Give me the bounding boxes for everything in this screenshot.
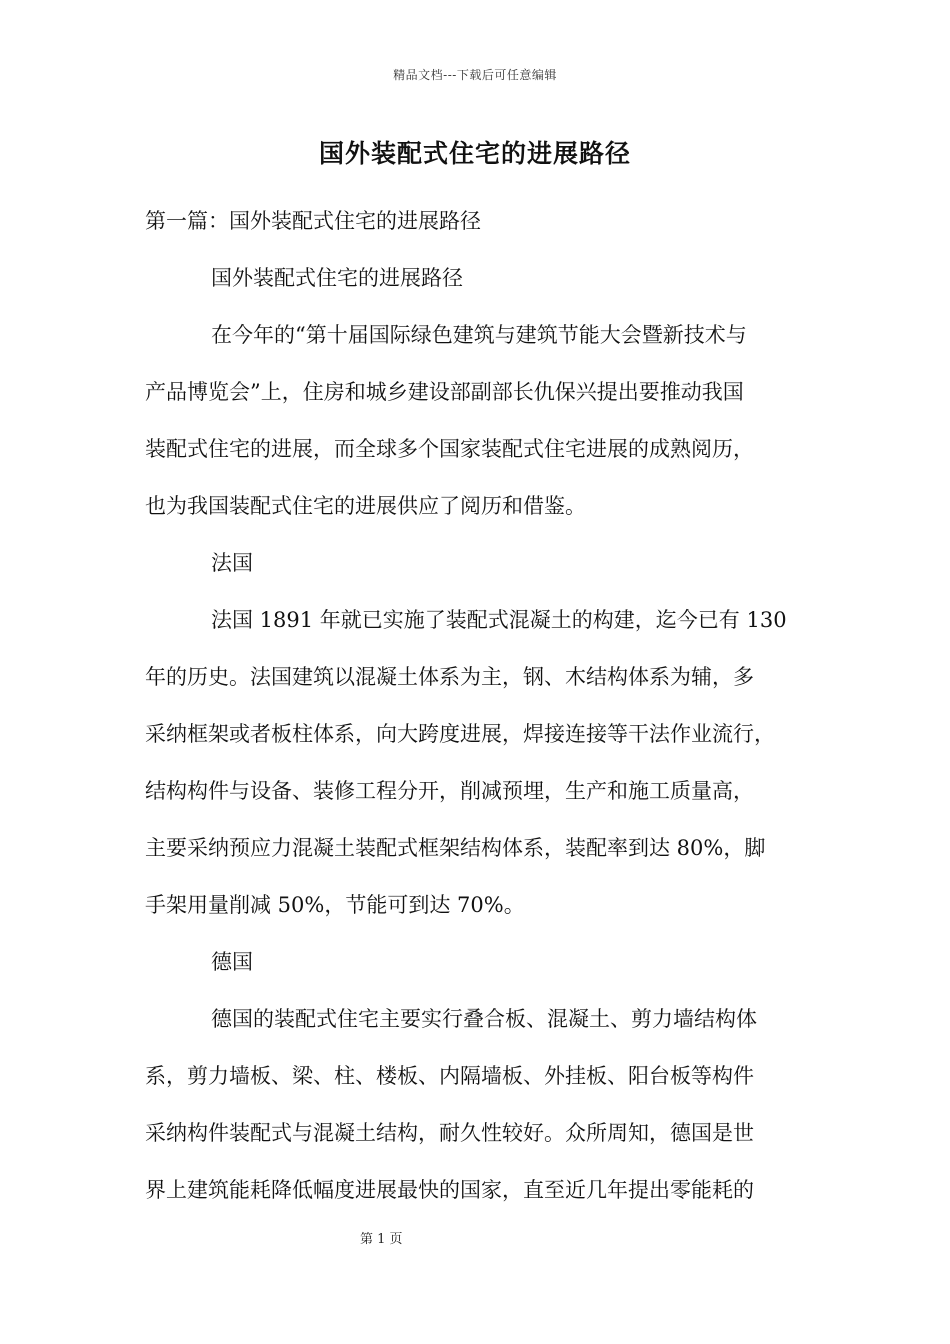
paragraph-line: 主要采纳预应力混凝土装配式框架结构体系，装配率到达 80%，脚 (145, 836, 766, 860)
subsection-heading: 国外装配式住宅的进展路径 (211, 266, 463, 290)
paragraph-line: 法国 1891 年就已实施了装配式混凝土的构建，迄今已有 130 (211, 608, 787, 632)
page-footer: 第 1 页 (360, 1232, 403, 1247)
paragraph-line: 系，剪力墙板、梁、柱、楼板、内隔墙板、外挂板、阳台板等构件 (145, 1064, 754, 1088)
paragraph-line: 也为我国装配式住宅的进展供应了阅历和借鉴。 (145, 494, 586, 518)
page-header: 精品文档---下载后可任意编辑 (393, 68, 557, 82)
country-heading-france: 法国 (211, 551, 253, 575)
paragraph-line: 采纳框架或者板柱体系，向大跨度进展，焊接连接等干法作业流行， (145, 722, 775, 746)
paragraph-line: 结构构件与设备、装修工程分开，削减预埋，生产和施工质量高， (145, 779, 754, 803)
paragraph-line: 手架用量削减 50%，节能可到达 70%。 (145, 893, 525, 917)
paragraph-line: 界上建筑能耗降低幅度进展最快的国家，直至近几年提出零能耗的 (145, 1178, 754, 1202)
section-heading: 第一篇：国外装配式住宅的进展路径 (145, 209, 481, 233)
paragraph-line: 在今年的“第十届国际绿色建筑与建筑节能大会暨新技术与 (211, 323, 747, 347)
paragraph-line: 德国的装配式住宅主要实行叠合板、混凝土、剪力墙结构体 (211, 1007, 757, 1031)
paragraph-line: 采纳构件装配式与混凝土结构，耐久性较好。众所周知，德国是世 (145, 1121, 754, 1145)
paragraph-line: 产品博览会”上，住房和城乡建设部副部长仇保兴提出要推动我国 (145, 380, 744, 404)
paragraph-line: 装配式住宅的进展，而全球多个国家装配式住宅进展的成熟阅历， (145, 437, 754, 461)
document-title: 国外装配式住宅的进展路径 (318, 139, 631, 168)
country-heading-germany: 德国 (211, 950, 253, 974)
paragraph-line: 年的历史。法国建筑以混凝土体系为主，钢、木结构体系为辅，多 (145, 665, 754, 689)
document-body (145, 193, 825, 1219)
